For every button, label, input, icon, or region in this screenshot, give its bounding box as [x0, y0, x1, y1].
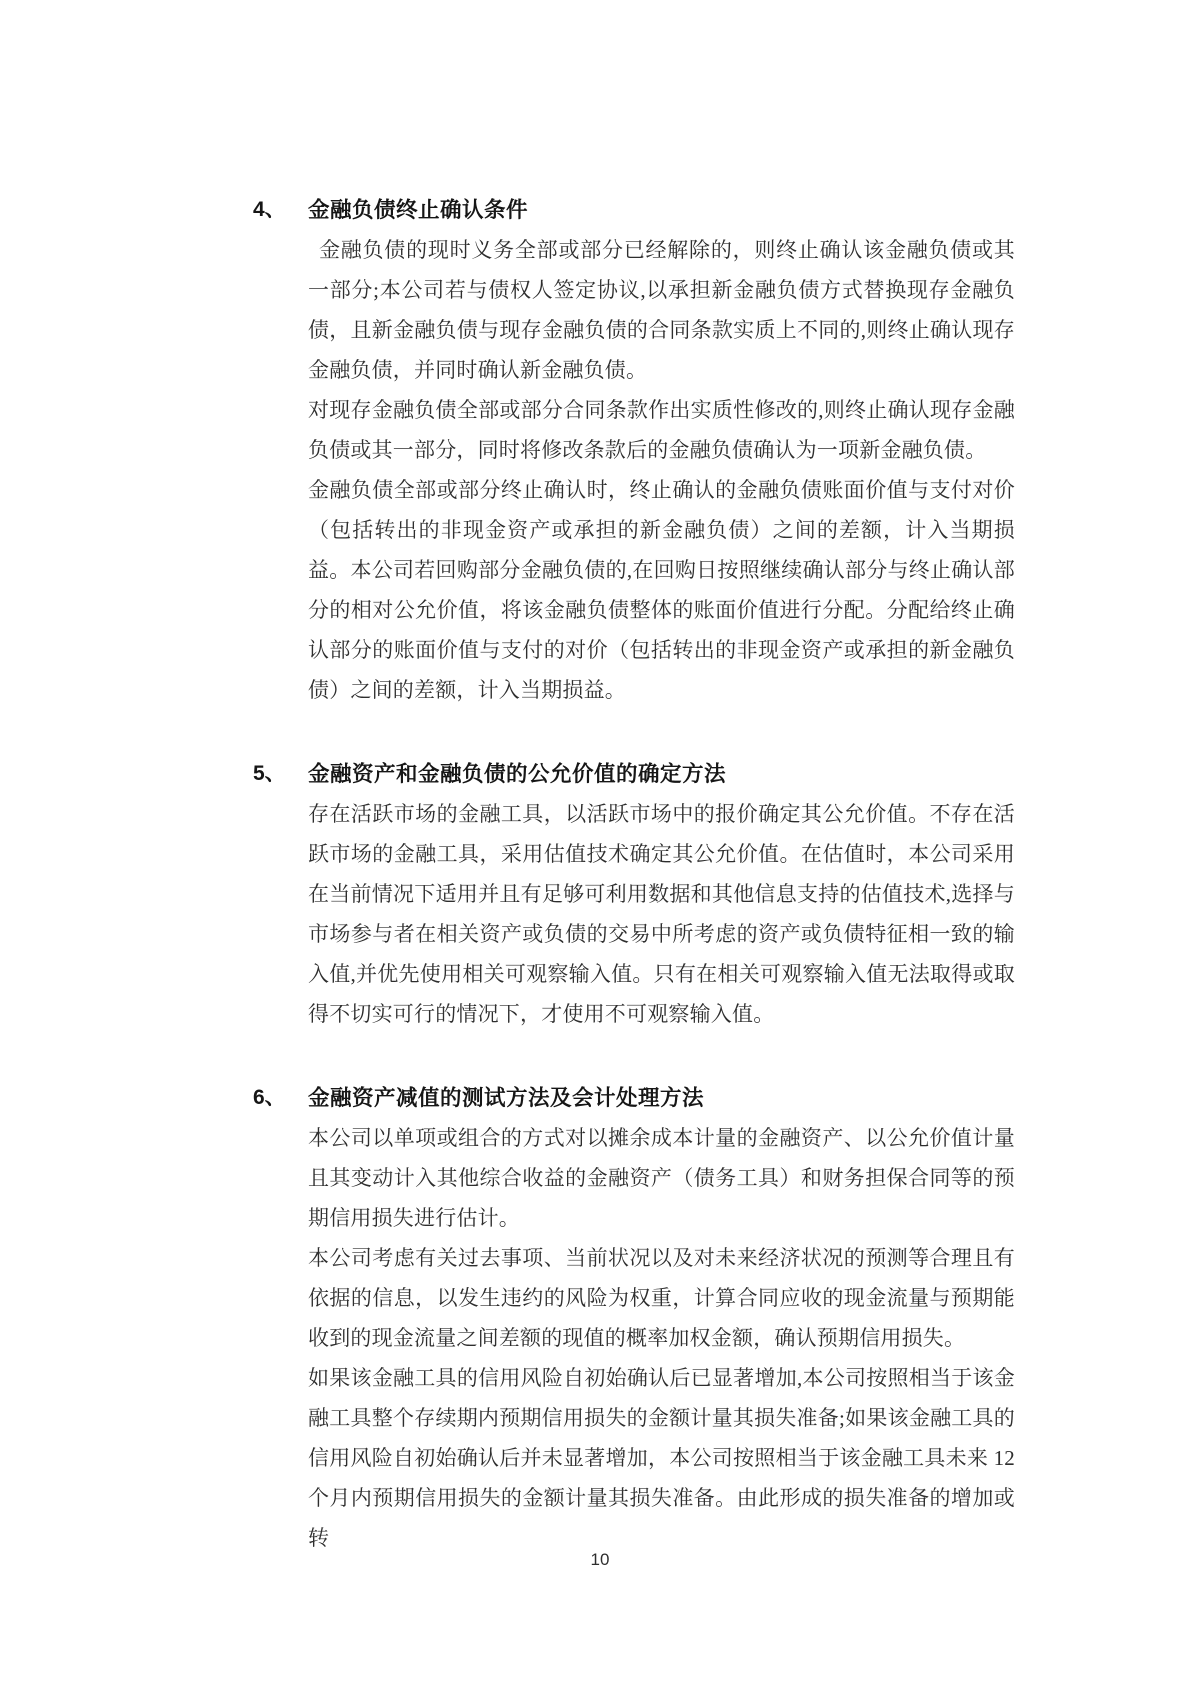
section-number: 4、 — [253, 198, 286, 221]
section-heading — [253, 1078, 1015, 1118]
section-body — [308, 1118, 1015, 1558]
page-number: 10 — [590, 1550, 610, 1569]
paragraph: 本公司以单项或组合的方式对以摊余成本计量的金融资产、以公允价值计量且其变动计入其他综合收益的金融资产（债务工具）和财务担保合同等的预期信用损失进行估计。 — [308, 1126, 1015, 1230]
section-heading — [253, 754, 1015, 794]
section-title: 金融负债终止确认条件 — [308, 198, 529, 222]
paragraph: 金融负债全部或部分终止确认时，终止确认的金融负债账面价值与支付对价（包括转出的非现金资产或承担的新金融负债）之间的差额，计入当期损益。本公司若回购部分金融负债的,在回购日按照继续确认部分与终止确认部分的相对公允价值，将该金融负债整体的账面价值进行分配。分配给终止确认部分的账面价值与支付的对价（包括转出的非现金资产或承担的新金融负债）之间的差额，计入当期损益。 — [308, 478, 1015, 702]
section — [253, 190, 1015, 710]
page-content — [253, 190, 1015, 1558]
section — [253, 1078, 1015, 1558]
paragraph: 存在活跃市场的金融工具，以活跃市场中的报价确定其公允价值。不存在活跃市场的金融工具，采用估值技术确定其公允价值。在估值时，本公司采用在当前情况下适用并且有足够可利用数据和其他信息支持的估值技术,选择与市场参与者在相关资产或负债的交易中所考虑的资产或负债特征相一致的输入值,并优先使用相关可观察输入值。只有在相关可观察输入值无法取得或取得不切实可行的情况下，才使用不可观察输入值。 — [308, 802, 1015, 1026]
section-body — [308, 230, 1015, 710]
section-title: 金融资产减值的测试方法及会计处理方法 — [308, 1086, 705, 1110]
section-title: 金融资产和金融负债的公允价值的确定方法 — [308, 762, 727, 786]
section-heading — [253, 190, 1015, 230]
section-number: 6、 — [253, 1086, 286, 1109]
section-body — [308, 794, 1015, 1034]
paragraph: 金融负债的现时义务全部或部分已经解除的，则终止确认该金融负债或其一部分;本公司若与债权人签定协议,以承担新金融负债方式替换现存金融负债，且新金融负债与现存金融负债的合同条款实质上不同的,则终止确认现存金融负债，并同时确认新金融负债。 — [308, 238, 1016, 382]
paragraph: 如果该金融工具的信用风险自初始确认后已显著增加,本公司按照相当于该金融工具整个存续期内预期信用损失的金额计量其损失准备;如果该金融工具的信用风险自初始确认后并未显著增加，本公司按照相当于该金融工具未来 12 个月内预期信用损失的金额计量其损失准备。由此形成的损失准备的增加或转 — [308, 1366, 1015, 1550]
paragraph: 本公司考虑有关过去事项、当前状况以及对未来经济状况的预测等合理且有依据的信息，以发生违约的风险为权重，计算合同应收的现金流量与预期能收到的现金流量之间差额的现值的概率加权金额，确认预期信用损失。 — [308, 1246, 1015, 1350]
paragraph: 对现存金融负债全部或部分合同条款作出实质性修改的,则终止确认现存金融负债或其一部分，同时将修改条款后的金融负债确认为一项新金融负债。 — [308, 398, 1015, 462]
section — [253, 754, 1015, 1034]
section-number: 5、 — [253, 762, 286, 785]
